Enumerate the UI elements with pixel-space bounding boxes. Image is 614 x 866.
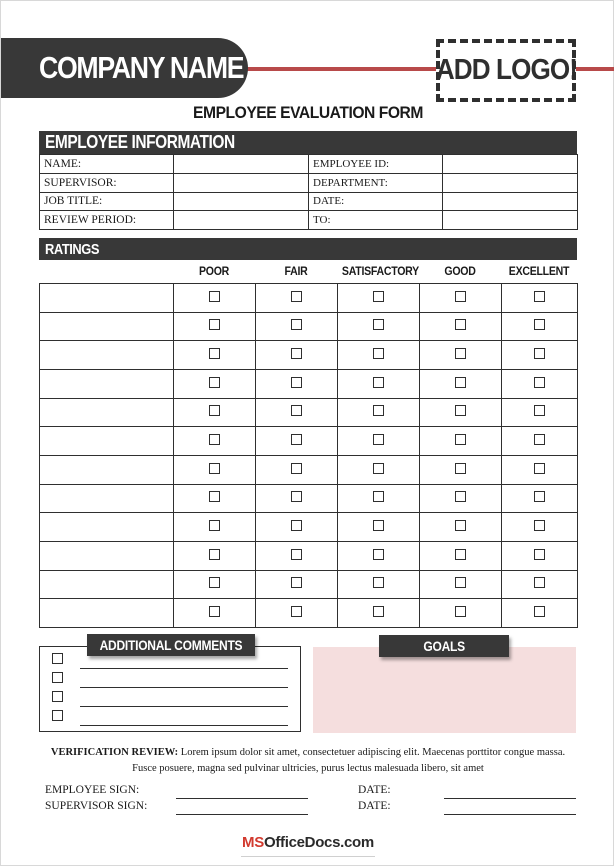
rating-checkbox-poor[interactable] (209, 520, 220, 531)
rating-cell (256, 427, 338, 456)
rating-cell (502, 284, 578, 313)
comment-line[interactable] (80, 668, 288, 669)
rating-checkbox-poor[interactable] (209, 463, 220, 474)
logo-placeholder-text: ADD LOGO! (435, 54, 577, 86)
rating-criterion-field[interactable] (40, 312, 174, 341)
rating-checkbox-fair[interactable] (291, 348, 302, 359)
employee-information-table (39, 154, 578, 230)
company-name: COMPANY NAME (39, 50, 244, 85)
info-label: DATE: (309, 192, 443, 211)
comment-line[interactable] (80, 687, 288, 688)
rating-criterion-field[interactable] (40, 484, 174, 513)
rating-criterion-field[interactable] (40, 284, 174, 313)
rating-checkbox-good[interactable] (455, 606, 466, 617)
rating-cell (502, 312, 578, 341)
rating-checkbox-good[interactable] (455, 291, 466, 302)
rating-cell (502, 398, 578, 427)
rating-cell (174, 284, 256, 313)
supervisor-date-label: DATE: (358, 800, 391, 812)
rating-checkbox-fair[interactable] (291, 405, 302, 416)
rating-checkbox-poor[interactable] (209, 606, 220, 617)
rating-checkbox-satisfactory[interactable] (373, 291, 384, 302)
info-label: REVIEW PERIOD: (40, 211, 174, 230)
rating-checkbox-good[interactable] (455, 405, 466, 416)
rating-criterion-field[interactable] (40, 570, 174, 599)
comment-checkbox[interactable] (52, 672, 63, 683)
info-value-field[interactable] (443, 173, 578, 192)
rating-cell (420, 341, 502, 370)
rating-checkbox-satisfactory[interactable] (373, 463, 384, 474)
rating-row (40, 599, 578, 628)
rating-checkbox-satisfactory[interactable] (373, 549, 384, 560)
rating-cell (502, 427, 578, 456)
rating-criterion-field[interactable] (40, 541, 174, 570)
rating-checkbox-fair[interactable] (291, 291, 302, 302)
supervisor-sign-line[interactable] (176, 814, 308, 815)
info-value-field[interactable] (174, 192, 309, 211)
rating-checkbox-satisfactory[interactable] (373, 348, 384, 359)
employee-info-row (40, 155, 578, 174)
rating-checkbox-excellent[interactable] (534, 463, 545, 474)
rating-checkbox-fair[interactable] (291, 577, 302, 588)
form-title: EMPLOYEE EVALUATION FORM (193, 103, 423, 122)
employee-information-title: EMPLOYEE INFORMATION (45, 132, 235, 152)
brand-logo (241, 829, 375, 857)
rating-checkbox-good[interactable] (455, 549, 466, 560)
rating-cell (256, 455, 338, 484)
rating-checkbox-poor[interactable] (209, 348, 220, 359)
rating-cell (338, 599, 420, 628)
rating-cell (174, 570, 256, 599)
rating-row (40, 541, 578, 570)
employee-date-label: DATE: (358, 784, 391, 796)
info-value-field[interactable] (174, 211, 309, 230)
rating-cell (420, 455, 502, 484)
rating-cell (256, 484, 338, 513)
rating-cell (256, 513, 338, 542)
rating-cell (338, 513, 420, 542)
rating-cell (256, 369, 338, 398)
info-value-field[interactable] (174, 173, 309, 192)
rating-checkbox-poor[interactable] (209, 549, 220, 560)
rating-checkbox-excellent[interactable] (534, 319, 545, 330)
rating-cell (420, 513, 502, 542)
additional-comments-tab (87, 634, 255, 656)
rating-checkbox-good[interactable] (455, 520, 466, 531)
rating-criterion-field[interactable] (40, 369, 174, 398)
comment-checkbox[interactable] (52, 691, 63, 702)
rating-checkbox-excellent[interactable] (534, 491, 545, 502)
goals-box[interactable] (313, 647, 576, 733)
info-label: TO: (309, 211, 443, 230)
rating-cell (502, 599, 578, 628)
ratings-header (39, 238, 577, 260)
goals-tab (379, 635, 509, 657)
rating-cell (256, 599, 338, 628)
rating-cell (174, 541, 256, 570)
employee-date-line[interactable] (444, 798, 576, 799)
rating-cell (174, 455, 256, 484)
info-label: NAME: (40, 155, 174, 174)
rating-checkbox-fair[interactable] (291, 319, 302, 330)
rating-checkbox-good[interactable] (455, 348, 466, 359)
rating-cell (174, 369, 256, 398)
rating-checkbox-fair[interactable] (291, 549, 302, 560)
rating-checkbox-satisfactory[interactable] (373, 606, 384, 617)
rating-row (40, 312, 578, 341)
rating-row (40, 513, 578, 542)
info-label: JOB TITLE: (40, 192, 174, 211)
rating-cell (502, 570, 578, 599)
verification-review (41, 745, 575, 777)
rating-checkbox-good[interactable] (455, 377, 466, 388)
rating-cell (420, 599, 502, 628)
rating-checkbox-satisfactory[interactable] (373, 319, 384, 330)
rating-checkbox-satisfactory[interactable] (373, 377, 384, 388)
employee-info-row (40, 192, 578, 211)
rating-checkbox-excellent[interactable] (534, 434, 545, 445)
rating-checkbox-poor[interactable] (209, 434, 220, 445)
rating-checkbox-good[interactable] (455, 491, 466, 502)
rating-checkbox-excellent[interactable] (534, 405, 545, 416)
rating-cell (256, 541, 338, 570)
rating-cell (502, 369, 578, 398)
verification-text: Lorem ipsum dolor sit amet, consectetuer adipiscing elit. Maecenas porttitor congue massa. Fusce posuere, magna sed pulvinar ultricies, purus lectus malesuada libero, sit amet (132, 747, 566, 774)
rating-cell (338, 541, 420, 570)
rating-cell (420, 427, 502, 456)
rating-column-good: GOOD (444, 264, 476, 278)
info-label: EMPLOYEE ID: (309, 155, 443, 174)
rating-cell (420, 398, 502, 427)
rating-cell (174, 398, 256, 427)
rating-checkbox-fair[interactable] (291, 463, 302, 474)
rating-row (40, 398, 578, 427)
rating-checkbox-satisfactory[interactable] (373, 577, 384, 588)
rating-cell (174, 427, 256, 456)
rating-cell (338, 427, 420, 456)
rating-cell (338, 284, 420, 313)
rating-cell (502, 484, 578, 513)
rating-checkbox-satisfactory[interactable] (373, 405, 384, 416)
rating-column-satisfactory: SATISFACTORY (341, 264, 419, 278)
rating-row (40, 284, 578, 313)
rating-cell (256, 312, 338, 341)
rating-checkbox-excellent[interactable] (534, 377, 545, 388)
rating-checkbox-fair[interactable] (291, 491, 302, 502)
info-label: DEPARTMENT: (309, 173, 443, 192)
rating-cell (338, 341, 420, 370)
info-label: SUPERVISOR: (40, 173, 174, 192)
rating-cell (256, 398, 338, 427)
rating-checkbox-good[interactable] (455, 463, 466, 474)
supervisor-sign-label: SUPERVISOR SIGN: (45, 800, 148, 812)
employee-info-row (40, 173, 578, 192)
rating-checkbox-excellent[interactable] (534, 577, 545, 588)
rating-checkbox-fair[interactable] (291, 606, 302, 617)
rating-cell (174, 341, 256, 370)
rating-cell (502, 541, 578, 570)
rating-cell (338, 455, 420, 484)
comment-line[interactable] (80, 706, 288, 707)
rating-checkbox-excellent[interactable] (534, 520, 545, 531)
rating-criterion-field[interactable] (40, 599, 174, 628)
employee-information-header (39, 131, 577, 154)
rating-checkbox-fair[interactable] (291, 377, 302, 388)
rating-checkbox-good[interactable] (455, 434, 466, 445)
rating-cell (420, 484, 502, 513)
rating-cell (338, 570, 420, 599)
rating-criterion-field[interactable] (40, 398, 174, 427)
employee-sign-line[interactable] (176, 798, 308, 799)
rating-cell (256, 284, 338, 313)
rating-column-poor: POOR (198, 264, 230, 278)
rating-checkbox-good[interactable] (455, 577, 466, 588)
rating-cell (174, 312, 256, 341)
rating-criterion-field[interactable] (40, 513, 174, 542)
ratings-table (39, 283, 578, 628)
brand-ms: MS (242, 834, 264, 851)
rating-cell (174, 484, 256, 513)
additional-comments-title: ADDITIONAL COMMENTS (99, 637, 243, 653)
rating-cell (338, 312, 420, 341)
company-name-banner (1, 38, 248, 98)
rating-checkbox-excellent[interactable] (534, 291, 545, 302)
rating-checkbox-good[interactable] (455, 319, 466, 330)
info-value-field[interactable] (443, 211, 578, 230)
comment-checkbox[interactable] (52, 710, 63, 721)
rating-checkbox-poor[interactable] (209, 577, 220, 588)
rating-cell (420, 284, 502, 313)
rating-row (40, 455, 578, 484)
rating-cell (256, 570, 338, 599)
ratings-title: RATINGS (45, 240, 100, 258)
rating-criterion-field[interactable] (40, 455, 174, 484)
info-value-field[interactable] (443, 192, 578, 211)
logo-placeholder[interactable] (436, 39, 576, 102)
rating-checkbox-poor[interactable] (209, 405, 220, 416)
rating-checkbox-excellent[interactable] (534, 348, 545, 359)
rating-checkbox-satisfactory[interactable] (373, 434, 384, 445)
rating-checkbox-fair[interactable] (291, 520, 302, 531)
rating-cell (174, 513, 256, 542)
rating-row (40, 484, 578, 513)
rating-checkbox-poor[interactable] (209, 291, 220, 302)
rating-checkbox-poor[interactable] (209, 319, 220, 330)
employee-info-row (40, 211, 578, 230)
rating-cell (420, 570, 502, 599)
rating-cell (256, 341, 338, 370)
supervisor-date-line[interactable] (444, 814, 576, 815)
info-value-field[interactable] (443, 155, 578, 174)
additional-comments-box (39, 646, 301, 732)
rating-row (40, 369, 578, 398)
info-value-field[interactable] (174, 155, 309, 174)
rating-checkbox-excellent[interactable] (534, 549, 545, 560)
rating-cell (502, 341, 578, 370)
rating-cell (420, 312, 502, 341)
rating-cell (420, 541, 502, 570)
rating-cell (502, 455, 578, 484)
rating-cell (338, 484, 420, 513)
rating-row (40, 341, 578, 370)
employee-sign-label: EMPLOYEE SIGN: (45, 784, 140, 796)
brand-rest: OfficeDocs.com (263, 834, 374, 851)
rating-cell (338, 369, 420, 398)
rating-criterion-field[interactable] (40, 427, 174, 456)
rating-cell (338, 398, 420, 427)
rating-checkbox-poor[interactable] (209, 377, 220, 388)
rating-cell (174, 599, 256, 628)
rating-checkbox-excellent[interactable] (534, 606, 545, 617)
verification-label: VERIFICATION REVIEW: (50, 747, 179, 758)
rating-column-fair: FAIR (284, 264, 308, 278)
rating-row (40, 570, 578, 599)
goals-title: GOALS (423, 638, 465, 654)
rating-column-excellent: EXCELLENT (508, 264, 570, 278)
comment-line[interactable] (80, 725, 288, 726)
rating-checkbox-poor[interactable] (209, 491, 220, 502)
rating-checkbox-fair[interactable] (291, 434, 302, 445)
rating-cell (502, 513, 578, 542)
rating-cell (420, 369, 502, 398)
rating-checkbox-satisfactory[interactable] (373, 491, 384, 502)
rating-criterion-field[interactable] (40, 341, 174, 370)
rating-checkbox-satisfactory[interactable] (373, 520, 384, 531)
comment-checkbox[interactable] (52, 653, 63, 664)
rating-row (40, 427, 578, 456)
